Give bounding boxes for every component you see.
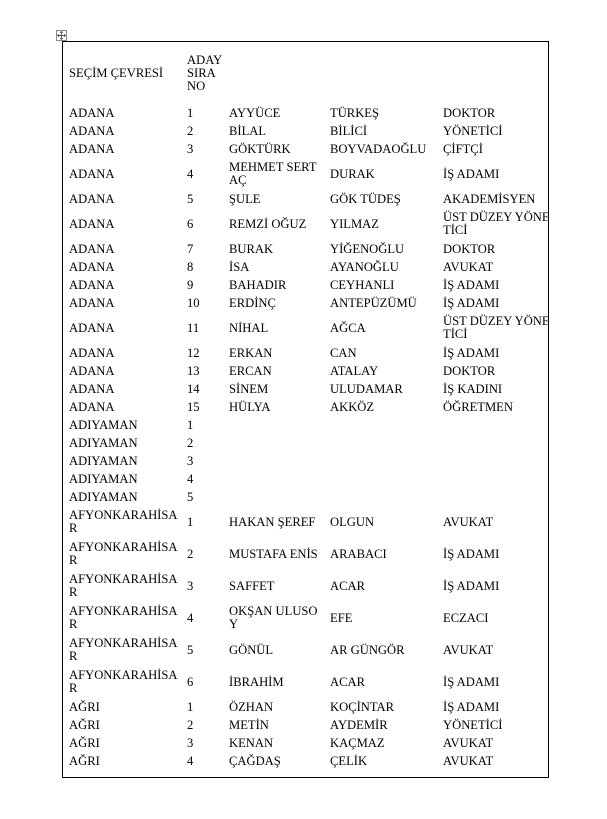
cell-rank: 3 <box>187 578 194 593</box>
cell-rank: 3 <box>187 453 194 468</box>
table-row <box>63 752 550 770</box>
cell-profession <box>437 470 550 488</box>
cell-district: ADANA <box>69 259 115 274</box>
table-row <box>63 716 550 734</box>
cell-surname: TÜRKEŞ <box>330 105 379 120</box>
cell-rank: 4 <box>187 166 194 181</box>
cell-district: ADANA <box>69 277 115 292</box>
cell-profession: İŞ ADAMI <box>443 578 500 593</box>
table-row <box>63 140 550 158</box>
cell-profession: ECZACI <box>443 610 489 625</box>
cell-district: ADIYAMAN <box>69 417 138 432</box>
cell-rank: 3 <box>187 141 194 156</box>
cell-district: ADANA <box>69 141 115 156</box>
table-row <box>63 158 550 190</box>
cell-rank: 1 <box>187 514 194 529</box>
cell-profession: İŞ KADINI <box>443 381 503 396</box>
cell-rank: 1 <box>187 699 194 714</box>
cell-district: AFYONKARAHİSAR <box>69 540 178 567</box>
cell-profession: YÖNETİCİ <box>443 717 503 732</box>
cell-rank: 4 <box>187 471 194 486</box>
candidate-table-container <box>62 41 549 778</box>
cell-profession: İŞ ADAMI <box>443 345 500 360</box>
cell-district: ADIYAMAN <box>69 435 138 450</box>
header-cell-surname <box>324 42 437 104</box>
table-row <box>63 190 550 208</box>
cell-rank: 8 <box>187 259 194 274</box>
cell-profession: İŞ ADAMI <box>443 166 500 181</box>
cell-surname: CAN <box>330 345 357 360</box>
cell-district: ADIYAMAN <box>69 489 138 504</box>
table-row <box>63 258 550 276</box>
cell-name: GÖKTÜRK <box>229 141 291 156</box>
table-row <box>63 488 550 506</box>
cell-rank: 6 <box>187 216 194 231</box>
cell-profession: İŞ ADAMI <box>443 699 500 714</box>
cell-name: BİLAL <box>229 123 267 138</box>
cell-rank: 2 <box>187 717 194 732</box>
cell-profession <box>437 452 550 470</box>
table-row <box>63 434 550 452</box>
cell-district: AFYONKARAHİSAR <box>69 572 178 599</box>
cell-district: ADANA <box>69 399 115 414</box>
cell-surname: ACAR <box>330 674 365 689</box>
table-row <box>63 602 550 634</box>
cell-rank: 9 <box>187 277 194 292</box>
cell-rank: 4 <box>187 610 194 625</box>
cell-rank: 4 <box>187 753 194 768</box>
cell-name: ÖZHAN <box>229 699 274 714</box>
table-row <box>63 538 550 570</box>
cell-rank: 2 <box>187 435 194 450</box>
cell-rank: 2 <box>187 546 194 561</box>
cell-district: ADIYAMAN <box>69 453 138 468</box>
cell-rank: 13 <box>187 363 200 378</box>
table-row <box>63 312 550 344</box>
cell-surname: KAÇMAZ <box>330 735 385 750</box>
cell-profession: İŞ ADAMI <box>443 546 500 561</box>
cell-name: ERCAN <box>229 363 272 378</box>
cell-name <box>223 470 324 488</box>
cell-profession: ÇİFTÇİ <box>443 141 483 156</box>
cell-profession <box>437 434 550 452</box>
table-row <box>63 470 550 488</box>
cell-surname: CEYHANLI <box>330 277 395 292</box>
cell-profession: DOKTOR <box>443 363 496 378</box>
cell-surname: BOYVADAOĞLU <box>330 141 427 156</box>
cell-surname: GÖK TÜDEŞ <box>330 191 401 206</box>
cell-district: ADANA <box>69 381 115 396</box>
cell-name: SİNEM <box>229 381 269 396</box>
candidate-table <box>63 42 550 770</box>
cell-surname: ULUDAMAR <box>330 381 403 396</box>
cell-profession: DOKTOR <box>443 105 496 120</box>
table-row <box>63 398 550 416</box>
table-row <box>63 734 550 752</box>
table-header-row <box>63 42 550 104</box>
cell-profession: ÖĞRETMEN <box>443 399 513 414</box>
cell-rank: 5 <box>187 489 194 504</box>
cell-district: ADANA <box>69 191 115 206</box>
cell-surname: KOÇİNTAR <box>330 699 395 714</box>
cell-name: KENAN <box>229 735 274 750</box>
cell-profession: AVUKAT <box>443 642 494 657</box>
cell-name: İSA <box>229 259 250 274</box>
cell-profession: İŞ ADAMI <box>443 277 500 292</box>
cell-name: HÜLYA <box>229 399 271 414</box>
cell-name: REMZİ OĞUZ <box>229 216 307 231</box>
cell-profession: ÜST DÜZEY YÖNETİCİ <box>443 210 550 237</box>
header-cell-rank: ADAY SIRA NO <box>187 52 222 93</box>
cell-name: MUSTAFA ENİS <box>229 546 318 561</box>
cell-rank: 1 <box>187 105 194 120</box>
cell-name: AYYÜCE <box>229 105 281 120</box>
header-cell-name <box>223 42 324 104</box>
table-row <box>63 416 550 434</box>
cell-name: OKŞAN ULUSOY <box>229 604 318 631</box>
table-row <box>63 276 550 294</box>
cell-rank: 3 <box>187 735 194 750</box>
cell-profession: İŞ ADAMI <box>443 295 500 310</box>
cell-name: ŞULE <box>229 191 261 206</box>
cell-profession <box>437 416 550 434</box>
cell-profession: DOKTOR <box>443 241 496 256</box>
cell-name: ERKAN <box>229 345 273 360</box>
cell-profession: İŞ ADAMI <box>443 674 500 689</box>
cell-profession: AVUKAT <box>443 735 494 750</box>
cell-surname: DURAK <box>330 166 375 181</box>
table-row <box>63 122 550 140</box>
table-row <box>63 208 550 240</box>
cell-district: ADANA <box>69 363 115 378</box>
cell-name: ERDİNÇ <box>229 295 276 310</box>
table-row <box>63 362 550 380</box>
table-row <box>63 104 550 122</box>
table-row <box>63 666 550 698</box>
cell-surname <box>324 470 437 488</box>
cell-rank: 5 <box>187 642 194 657</box>
cell-surname: ARABACI <box>330 546 387 561</box>
cell-name: BAHADIR <box>229 277 287 292</box>
cell-name: HAKAN ŞEREF <box>229 514 316 529</box>
cell-name <box>223 416 324 434</box>
cell-surname: OLGUN <box>330 514 375 529</box>
cell-district: ADANA <box>69 105 115 120</box>
cell-profession: AVUKAT <box>443 753 494 768</box>
header-cell-district: SEÇİM ÇEVRESİ <box>69 65 164 80</box>
table-row <box>63 452 550 470</box>
cell-rank: 10 <box>187 295 200 310</box>
table-row <box>63 570 550 602</box>
cell-name: NİHAL <box>229 320 269 335</box>
cell-profession <box>437 488 550 506</box>
cell-surname: EFE <box>330 610 353 625</box>
cell-district: AĞRI <box>69 699 100 714</box>
cell-rank: 2 <box>187 123 194 138</box>
cell-surname: YILMAZ <box>330 216 379 231</box>
cell-surname <box>324 434 437 452</box>
cell-district: ADANA <box>69 123 115 138</box>
table-row <box>63 380 550 398</box>
cell-name: İBRAHİM <box>229 674 284 689</box>
cell-rank: 1 <box>187 417 194 432</box>
cell-name <box>223 452 324 470</box>
cell-name: SAFFET <box>229 578 275 593</box>
table-row <box>63 240 550 258</box>
cell-district: ADANA <box>69 216 115 231</box>
cell-surname: BİLİCİ <box>330 123 368 138</box>
cell-surname: ACAR <box>330 578 365 593</box>
cell-surname <box>324 488 437 506</box>
table-row <box>63 698 550 716</box>
cell-rank: 15 <box>187 399 200 414</box>
cell-district: AFYONKARAHİSAR <box>69 508 178 535</box>
cell-profession: AVUKAT <box>443 514 494 529</box>
cell-name: METİN <box>229 717 269 732</box>
cell-district: ADANA <box>69 345 115 360</box>
cell-district: ADANA <box>69 295 115 310</box>
cell-profession: AKADEMİSYEN <box>443 191 536 206</box>
table-row <box>63 294 550 312</box>
cell-surname: ANTEPÜZÜMÜ <box>330 295 417 310</box>
cell-surname: ATALAY <box>330 363 379 378</box>
cell-rank: 12 <box>187 345 200 360</box>
cell-surname: AĞCA <box>330 320 366 335</box>
cell-district: ADIYAMAN <box>69 471 138 486</box>
cell-surname: AYDEMİR <box>330 717 388 732</box>
cell-surname <box>324 452 437 470</box>
cell-district: ADANA <box>69 241 115 256</box>
header-cell-profession <box>437 42 550 104</box>
table-row <box>63 634 550 666</box>
cell-name <box>223 488 324 506</box>
cell-district: AĞRI <box>69 735 100 750</box>
table-move-handle-icon[interactable] <box>56 30 67 41</box>
cell-profession: ÜST DÜZEY YÖNETİCİ <box>443 314 550 341</box>
cell-surname: AKKÖZ <box>330 399 375 414</box>
cell-name <box>223 434 324 452</box>
cell-surname: ÇELİK <box>330 753 368 768</box>
cell-profession: YÖNETİCİ <box>443 123 503 138</box>
cell-name: GÖNÜL <box>229 642 274 657</box>
cell-name: MEHMET SERTAÇ <box>229 160 317 187</box>
cell-profession: AVUKAT <box>443 259 494 274</box>
cell-rank: 5 <box>187 191 194 206</box>
table-row <box>63 344 550 362</box>
cell-district: ADANA <box>69 166 115 181</box>
cell-name: BURAK <box>229 241 274 256</box>
cell-rank: 6 <box>187 674 194 689</box>
cell-district: AĞRI <box>69 717 100 732</box>
cell-rank: 14 <box>187 381 200 396</box>
cell-rank: 7 <box>187 241 194 256</box>
cell-surname: AR GÜNGÖR <box>330 642 405 657</box>
cell-district: ADANA <box>69 320 115 335</box>
cell-surname: YİĞENOĞLU <box>330 241 405 256</box>
cell-district: AĞRI <box>69 753 100 768</box>
cell-name: ÇAĞDAŞ <box>229 753 281 768</box>
cell-rank: 11 <box>187 320 200 335</box>
cell-surname <box>324 416 437 434</box>
cell-district: AFYONKARAHİSAR <box>69 668 178 695</box>
cell-surname: AYANOĞLU <box>330 259 399 274</box>
table-row <box>63 506 550 538</box>
cell-district: AFYONKARAHİSAR <box>69 604 178 631</box>
cell-district: AFYONKARAHİSAR <box>69 636 178 663</box>
